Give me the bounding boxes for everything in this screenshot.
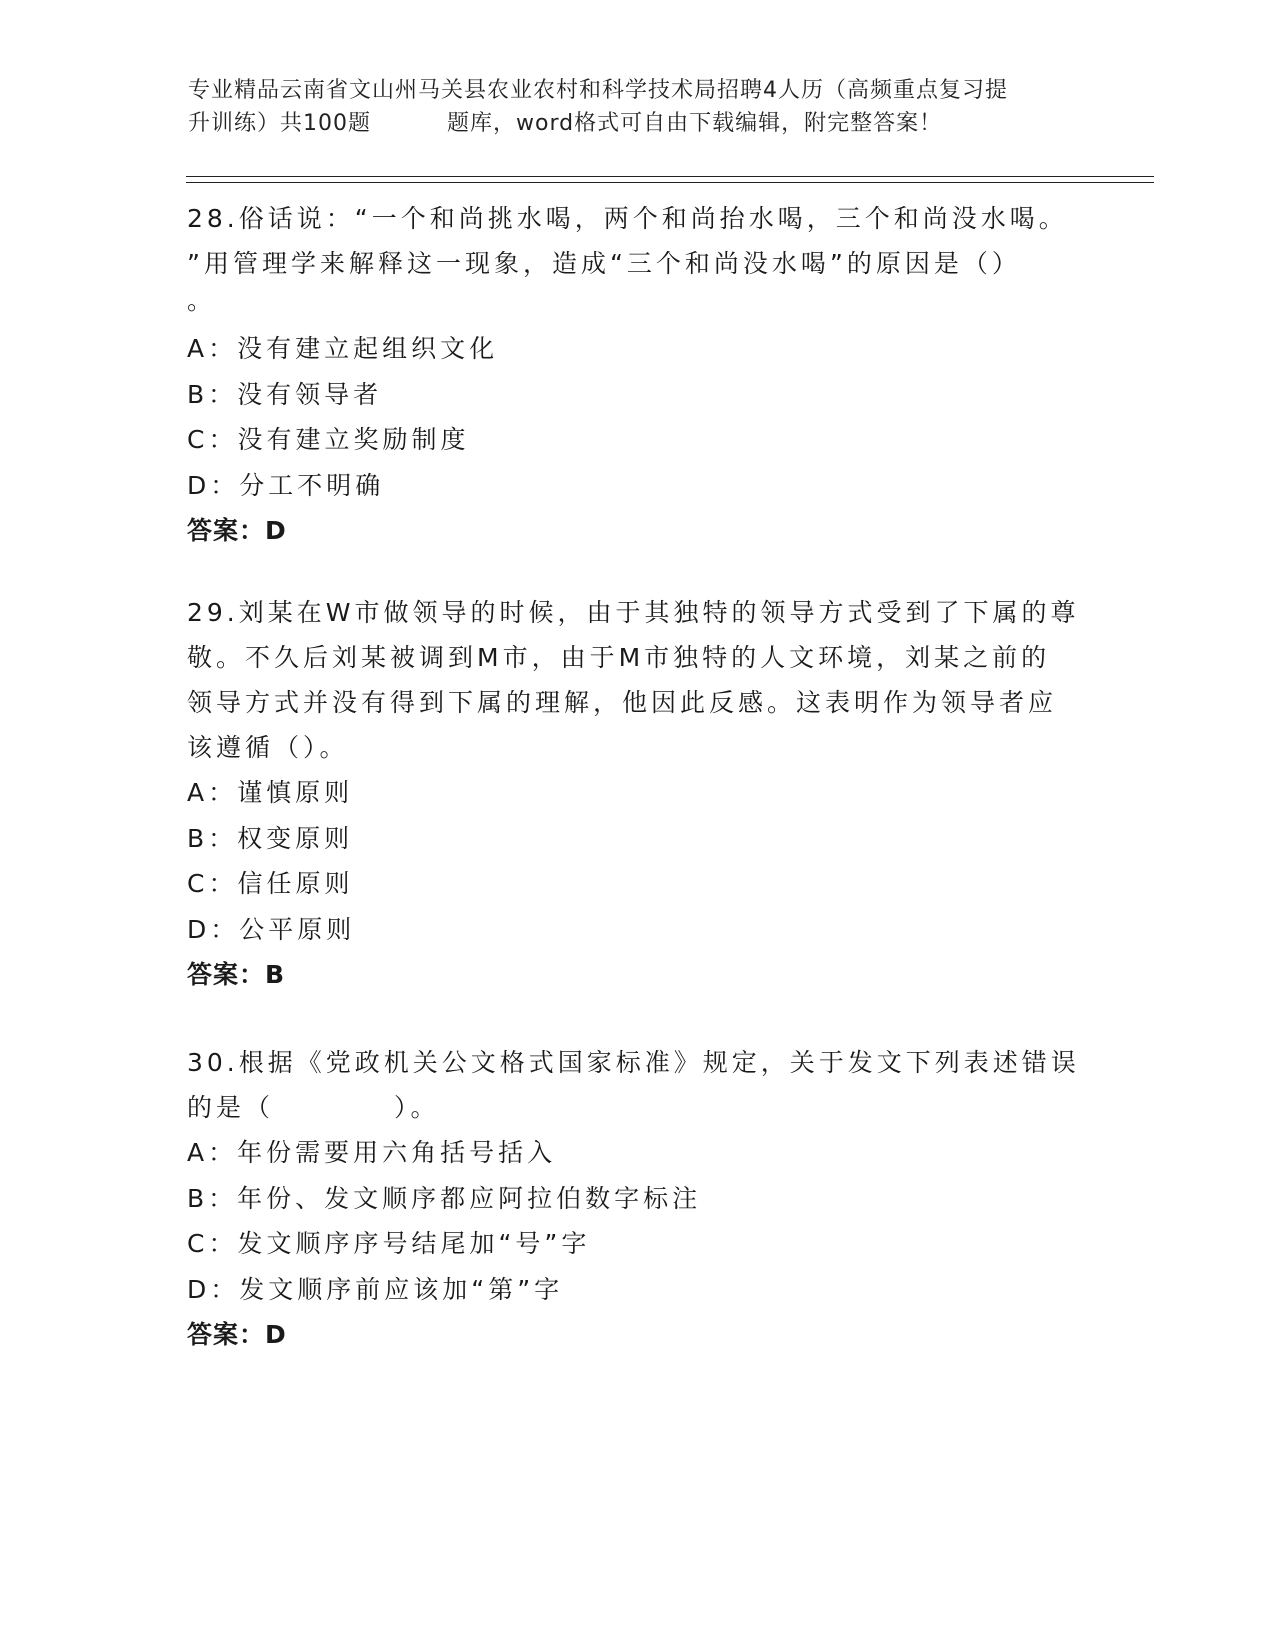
answer-line: 答案：D bbox=[187, 516, 287, 545]
option-a: A：年份需要用六角括号括入 bbox=[187, 1138, 557, 1167]
question-stem-text: 的是（ bbox=[187, 1093, 275, 1122]
question-stem-line: ”用管理学来解释这一现象，造成“三个和尚没水喝”的原因是（） bbox=[187, 249, 1021, 278]
question-stem-line: 敬。不久后刘某被调到M市，由于M市独特的人文环境，刘某之前的 bbox=[187, 643, 1051, 672]
option-b: B：权变原则 bbox=[187, 823, 354, 853]
option-d: D：分工不明确 bbox=[187, 470, 385, 500]
option-c: C：发文顺序序号结尾加“号”字 bbox=[187, 1229, 591, 1258]
question-stem-line bbox=[187, 1085, 1087, 1130]
document-header bbox=[188, 74, 1088, 140]
header-line-2-part-1: 升训练）共100题 bbox=[188, 111, 371, 136]
option-b: B：年份、发文顺序都应阿拉伯数字标注 bbox=[187, 1183, 702, 1213]
header-divider-bottom bbox=[186, 182, 1154, 183]
answer-line: 答案：B bbox=[187, 960, 286, 989]
question-stem-tail: ）。 bbox=[394, 1093, 440, 1122]
option-c: C：没有建立奖励制度 bbox=[187, 425, 470, 454]
option-d: D：公平原则 bbox=[187, 914, 356, 944]
answer-line: 答案：D bbox=[187, 1320, 287, 1349]
question-28 bbox=[187, 196, 1087, 554]
option-a: A：谨慎原则 bbox=[187, 778, 354, 807]
header-divider-top bbox=[186, 176, 1154, 177]
question-stem-line: 该遵循（）。 bbox=[187, 733, 349, 762]
option-c: C：信任原则 bbox=[187, 869, 354, 898]
option-a: A：没有建立起组织文化 bbox=[187, 334, 499, 363]
question-stem-line: 领导方式并没有得到下属的理解，他因此反感。这表明作为领导者应 bbox=[187, 688, 1058, 717]
question-stem-line: 。 bbox=[187, 286, 217, 315]
question-stem-line: 28.俗话说：“一个和尚挑水喝，两个和尚抬水喝，三个和尚没水喝。 bbox=[187, 204, 1068, 233]
option-d: D：发文顺序前应该加“第”字 bbox=[187, 1274, 564, 1304]
question-stem-line: 29.刘某在W市做领导的时候，由于其独特的领导方式受到了下属的尊 bbox=[187, 598, 1080, 627]
question-stem-line: 30.根据《党政机关公文格式国家标准》规定，关于发文下列表述错误 bbox=[187, 1048, 1080, 1077]
question-29 bbox=[187, 590, 1087, 998]
header-line-1: 专业精品云南省文山州马关县农业农村和科学技术局招聘4人历（高频重点复习提 bbox=[188, 78, 1008, 103]
header-line-2-part-2: 题库，word格式可自由下载编辑，附完整答案！ bbox=[447, 111, 943, 136]
question-30 bbox=[187, 1040, 1087, 1358]
option-b: B：没有领导者 bbox=[187, 379, 383, 409]
header-line-2 bbox=[188, 107, 1088, 140]
